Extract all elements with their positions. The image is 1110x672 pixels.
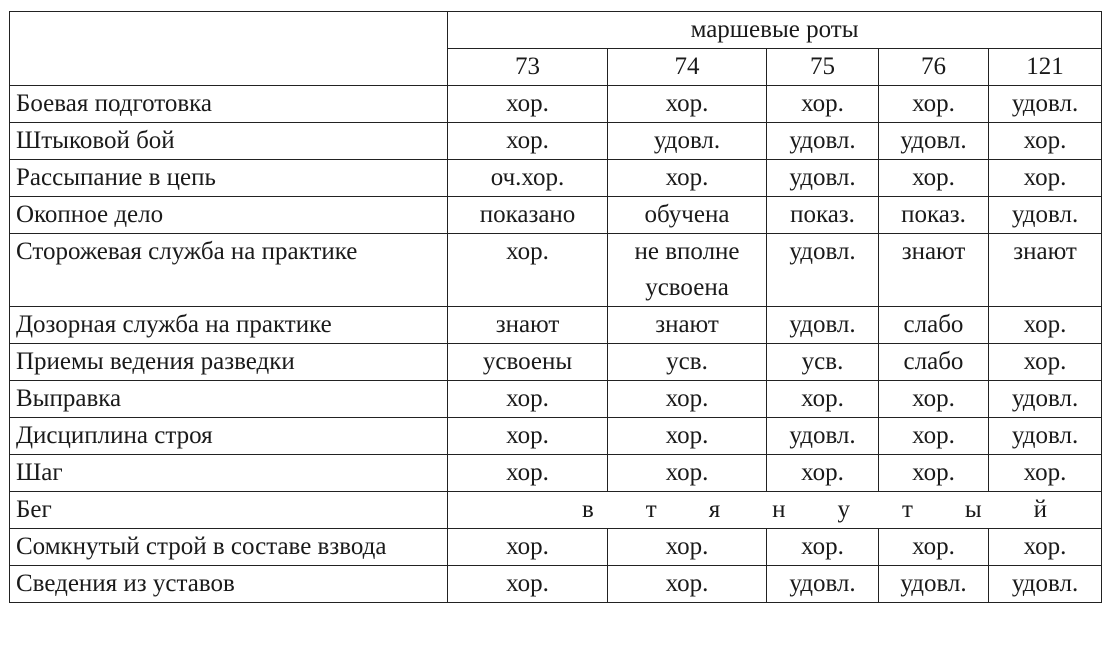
value-text: хор. [912,459,955,486]
value-text: удовл. [789,127,856,154]
value-text: хор. [665,164,709,191]
value-cell [989,381,1102,418]
value-cell [879,418,989,455]
value-text: хор. [506,127,549,154]
table-row [10,234,1102,307]
row-label: Сведения из уставов [10,566,448,603]
value-cell [448,234,608,307]
table-row [10,529,1102,566]
value-cell [989,529,1102,566]
value-cell [879,566,989,603]
value-cell [879,455,989,492]
value-cell [767,197,879,234]
value-cell [767,566,879,603]
value-text: хор. [801,533,844,560]
value-cell [989,418,1102,455]
company-header: 74 [608,49,767,86]
table-row [10,418,1102,455]
value-cell [448,344,608,381]
value-cell [989,344,1102,381]
letter: н [772,496,786,523]
row-label: Сторожевая служба на практике [10,234,448,307]
value-text: хор. [665,459,709,486]
letter: я [708,496,721,523]
value-cell [448,123,608,160]
value-text: хор. [665,570,709,597]
value-cell [608,455,767,492]
table-row [10,160,1102,197]
value-text: удовл. [1011,90,1079,117]
value-cell [879,307,989,344]
value-cell [448,160,608,197]
value-text: удовл. [789,164,856,191]
value-cell [767,307,879,344]
value-text: хор. [506,459,549,486]
value-text: удовл. [1011,385,1079,412]
letter: у [837,496,851,523]
value-cell [448,381,608,418]
value-cell [879,381,989,418]
value-text: показ. [901,201,966,228]
value-text: удовл. [653,127,721,154]
value-text: хор. [665,90,709,117]
value-text: показ. [790,201,855,228]
value-text: хор. [912,90,955,117]
value-cell [767,455,879,492]
value-text: обучена [644,201,730,228]
letter: ы [964,496,982,523]
table-row [10,86,1102,123]
spaced-letters [452,492,1097,528]
value-text: хор. [912,164,955,191]
corner-cell [10,12,448,86]
value-cell [989,160,1102,197]
value-text: удовл. [789,422,856,449]
value-cell [767,123,879,160]
table-row [10,381,1102,418]
row-label: Приемы ведения разведки [10,344,448,381]
value-text: хор. [912,533,955,560]
value-cell [448,418,608,455]
value-text: слабо [903,311,964,338]
value-text: усв. [801,348,844,375]
value-text: слабо [903,348,964,375]
value-cell [767,160,879,197]
value-cell [608,418,767,455]
table-row [10,455,1102,492]
value-text: хор. [801,459,844,486]
value-cell [767,86,879,123]
value-text: хор. [506,385,549,412]
value-text: удовл. [789,311,856,338]
value-cell [767,381,879,418]
value-cell [608,197,767,234]
row-label: Шаг [10,455,448,492]
value-text: показано [479,201,576,228]
value-text: не вполне усвоена [634,238,740,301]
value-cell [767,344,879,381]
value-cell [879,344,989,381]
row-label: Выправка [10,381,448,418]
row-label: Штыковой бой [10,123,448,160]
company-header: 121 [989,49,1102,86]
company-header: 75 [767,49,879,86]
training-assessment-table [9,11,1102,603]
value-text: удовл. [1011,570,1079,597]
value-cell [448,529,608,566]
value-text: хор. [506,238,549,265]
value-text: хор. [506,533,549,560]
value-text: хор. [1023,164,1067,191]
row-label: Боевая подготовка [10,86,448,123]
table-row [10,123,1102,160]
letter: в [582,496,594,523]
value-text: хор. [506,570,549,597]
header-row-group [10,12,1102,49]
company-header: 73 [448,49,608,86]
value-text: хор. [1023,533,1067,560]
value-text: хор. [665,385,709,412]
value-cell [989,123,1102,160]
value-text: хор. [801,385,844,412]
row-label: Сомкнутый строй в составе взвода [10,529,448,566]
value-text: знают [1013,238,1077,265]
value-text: хор. [1023,348,1067,375]
value-cell [608,234,767,307]
value-cell [879,529,989,566]
row-label: Рассыпание в цепь [10,160,448,197]
value-text: удовл. [789,570,856,597]
value-text: хор. [1023,127,1067,154]
table-row [10,344,1102,381]
table-row [10,197,1102,234]
value-cell [879,160,989,197]
value-cell [448,455,608,492]
value-cell [989,86,1102,123]
value-text: знают [655,311,719,338]
table-row [10,492,1102,529]
value-text: знают [495,311,560,338]
value-cell [448,566,608,603]
value-text: хор. [665,422,709,449]
value-text: удовл. [900,570,967,597]
letter: й [1033,496,1048,523]
value-cell [767,418,879,455]
value-text: хор. [801,90,844,117]
table-row [10,307,1102,344]
value-cell [879,197,989,234]
value-cell [608,344,767,381]
value-text: хор. [1023,311,1067,338]
value-text: удовл. [900,127,967,154]
value-cell [608,566,767,603]
value-cell [608,160,767,197]
letter: т [901,496,913,523]
value-text: хор. [506,90,549,117]
value-cell [989,566,1102,603]
value-cell [608,123,767,160]
value-cell [989,197,1102,234]
value-cell [879,86,989,123]
value-cell [608,307,767,344]
value-text: оч.хор. [490,164,565,191]
value-text: удовл. [1011,201,1079,228]
value-cell [608,529,767,566]
table-row [10,566,1102,603]
value-cell [989,455,1102,492]
value-cell [767,529,879,566]
table-body [10,12,1102,603]
value-cell [989,234,1102,307]
value-text: хор. [1023,459,1067,486]
value-cell [767,234,879,307]
value-text: хор. [912,422,955,449]
value-cell [448,307,608,344]
value-text: знают [901,238,966,265]
value-cell [448,197,608,234]
row-label: Дисциплина строя [10,418,448,455]
value-cell [989,307,1102,344]
value-cell [879,234,989,307]
row-label: Бег [10,492,448,529]
row-label: Дозорная служба на практике [10,307,448,344]
row-label: Окопное дело [10,197,448,234]
value-cell [448,86,608,123]
group-header: маршевые роты [448,12,1102,49]
value-text: хор. [506,422,549,449]
letter: т [645,496,657,523]
value-text: удовл. [1011,422,1079,449]
value-text: хор. [665,533,709,560]
merged-value-cell [448,492,1102,529]
value-text: хор. [912,385,955,412]
value-cell [608,86,767,123]
value-text: удовл. [789,238,856,265]
company-header: 76 [879,49,989,86]
value-cell [879,123,989,160]
value-cell [608,381,767,418]
value-text: усвоены [482,348,573,375]
value-text: усв. [666,348,708,375]
